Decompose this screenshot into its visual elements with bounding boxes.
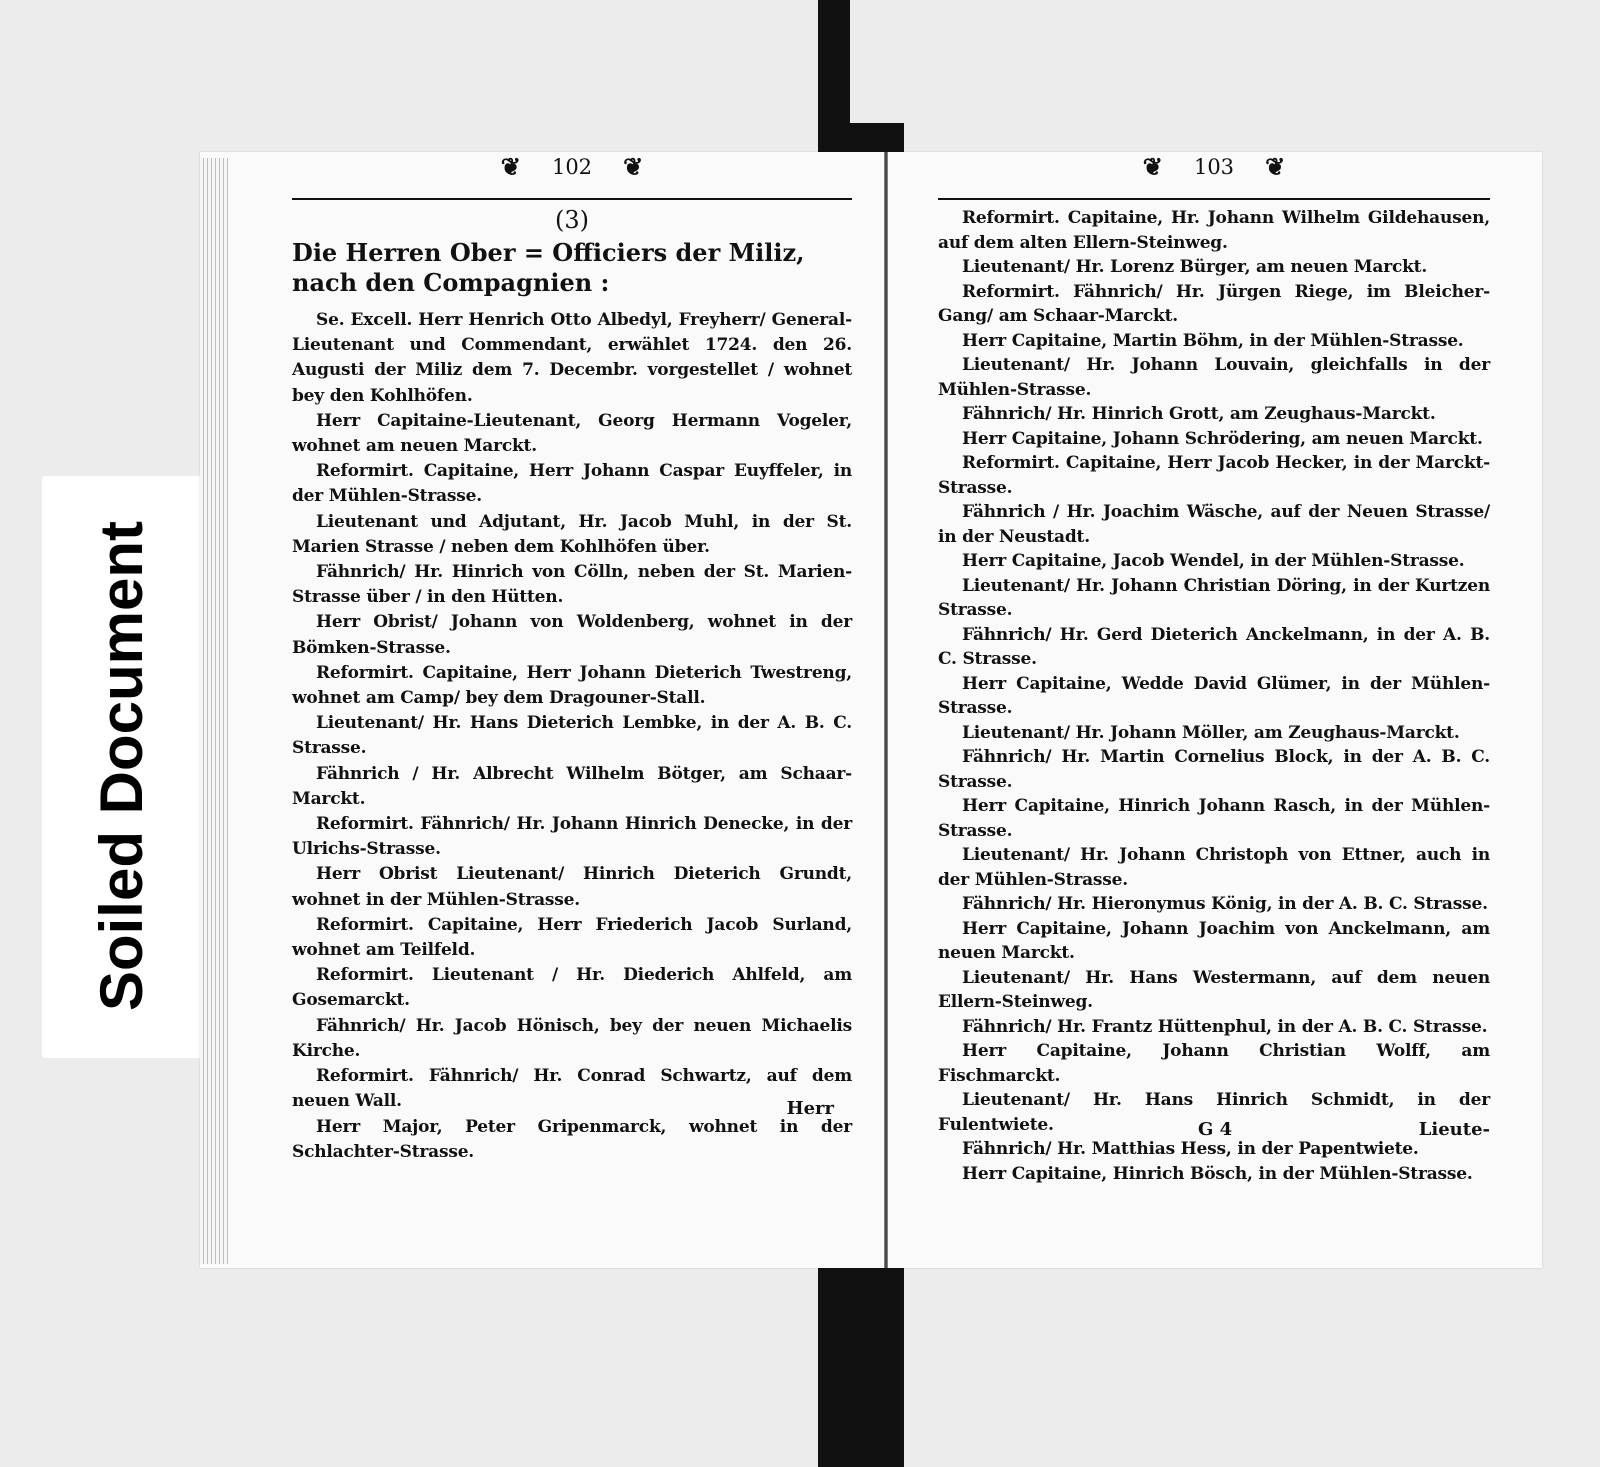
page-header (938, 152, 1490, 196)
officer-entry: Herr Capitaine, Johann Schrödering, am neuen Marckt. (962, 428, 1483, 449)
officer-entry: Herr Capitaine, Wedde David Glümer, in der Mühlen-Strasse. (938, 673, 1490, 718)
entry-list (938, 206, 1490, 1186)
left-page (292, 152, 852, 1165)
section-number: (3) (555, 206, 589, 234)
officer-entry: Herr Major, Peter Gripenmarck, wohnet in der Schlachter-Strasse. (292, 1116, 852, 1162)
officer-entry: Fähnrich/ Hr. Martin Cornelius Block, in der A. B. C. Strasse. (938, 747, 1490, 792)
officer-entry: Reformirt. Fähnrich/ Hr. Jürgen Riege, im Bleicher-Gang/ am Schaar-Marckt. (938, 281, 1490, 326)
officer-entry: Herr Capitaine, Jacob Wendel, in der Mühlen-Strasse. (962, 551, 1465, 571)
officer-entry: Fähnrich/ Hr. Frantz Hüttenphul, in der A. B. C. Strasse. (962, 1016, 1488, 1037)
officer-entry: Fähnrich/ Hr. Hinrich von Cölln, neben der St. Marien-Strasse über / in den Hütten. (292, 562, 852, 608)
officer-entry: Lieutenant/ Hr. Lorenz Bürger, am neuen Marckt. (962, 257, 1428, 277)
officer-entry: Lieutenant/ Hr. Hans Westermann, auf dem neuen Ellern-Steinweg. (938, 967, 1490, 1012)
officer-entry: Reformirt. Lieutenant / Hr. Diederich Ahlfeld, am Gosemarckt. (292, 965, 852, 1011)
officer-entry: Herr Capitaine, Hinrich Johann Rasch, in der Mühlen-Strasse. (938, 796, 1490, 841)
officer-entry: Herr Capitaine, Hinrich Bösch, in der Mühlen-Strasse. (962, 1163, 1473, 1184)
page-header (292, 152, 852, 196)
officer-entry: Fähnrich / Hr. Joachim Wäsche, auf der Neuen Strasse/ in der Neustadt. (938, 502, 1490, 547)
officer-entry: Herr Obrist Lieutenant/ Hinrich Dieterich Grundt, wohnet in der Mühlen-Strasse. (292, 864, 852, 910)
officer-entry: Fähnrich/ Hr. Matthias Hess, in der Papentwiete. (962, 1139, 1419, 1159)
page-number: 103 (1193, 154, 1235, 179)
officer-entry: Lieutenant/ Hr. Johann Louvain, gleichfalls in der Mühlen-Strasse. (938, 355, 1490, 400)
entry-list (292, 308, 852, 1165)
header-rule (292, 198, 852, 200)
catchword: Lieute- (1418, 1119, 1490, 1140)
book-gutter (884, 152, 888, 1268)
officer-entry: Lieutenant und Adjutant, Hr. Jacob Muhl, in der St. Marien Strasse / neben dem Kohlhöfen über. (292, 511, 852, 557)
officer-entry: Fähnrich/ Hr. Gerd Dieterich Anckelmann, in der A. B. C. Strasse. (938, 624, 1490, 669)
document-label: Soiled Document (88, 520, 155, 1012)
signature-mark: G 4 (1198, 1119, 1233, 1140)
officer-entry: Fähnrich/ Hr. Hieronymus König, in der A. B. C. Strasse. (962, 894, 1488, 914)
header-rule (938, 198, 1490, 200)
page-edges (200, 158, 228, 1264)
officer-entry: Reformirt. Fähnrich/ Hr. Johann Hinrich Denecke, in der Ulrichs-Strasse. (292, 814, 852, 860)
ornament-icon: ❦ (500, 152, 521, 181)
officer-entry: Lieutenant/ Hr. Johann Möller, am Zeughaus-Marckt. (962, 722, 1460, 743)
ornament-icon: ❦ (623, 152, 644, 181)
officer-entry: Reformirt. Fähnrich/ Hr. Conrad Schwartz, auf dem neuen Wall. (292, 1066, 852, 1112)
officer-entry: Lieutenant/ Hr. Hans Hinrich Schmidt, in der Fulentwiete. (938, 1090, 1490, 1135)
officer-entry: Herr Capitaine, Martin Böhm, in der Mühlen-Strasse. (962, 330, 1464, 351)
officer-entry: Herr Capitaine, Johann Christian Wolff, am Fischmarckt. (938, 1041, 1490, 1086)
officer-entry: Lieutenant/ Hr. Hans Dieterich Lembke, in der A. B. C. Strasse. (292, 713, 852, 759)
officer-entry: Herr Capitaine, Johann Joachim von Anckelmann, am neuen Marckt. (938, 918, 1490, 963)
officer-entry: Fähnrich/ Hr. Jacob Hönisch, bey der neuen Michaelis Kirche. (292, 1015, 852, 1061)
officer-entry: Lieutenant/ Hr. Johann Christoph von Ettner, auch in der Mühlen-Strasse. (938, 845, 1490, 890)
officer-entry: Reformirt. Capitaine, Herr Jacob Hecker, in der Marckt-Strasse. (938, 453, 1490, 498)
officer-entry: Fähnrich/ Hr. Hinrich Grott, am Zeughaus-Marckt. (962, 404, 1436, 424)
officer-entry: Reformirt. Capitaine, Herr Friederich Jacob Surland, wohnet am Teilfeld. (292, 914, 852, 961)
binding-strip-top (818, 0, 850, 135)
page-number: 102 (551, 154, 593, 179)
ornament-icon: ❦ (1142, 152, 1163, 181)
officer-entry: Fähnrich / Hr. Albrecht Wilhelm Bötger, am Schaar-Marckt. (292, 763, 852, 809)
officer-entry: Herr Capitaine-Lieutenant, Georg Hermann Vogeler, wohnet am neuen Marckt. (292, 410, 852, 457)
catchword: Herr (786, 1097, 834, 1119)
section-heading: Die Herren Ober = Officiers der Miliz, nach den Compagnien : (292, 238, 805, 297)
right-page (938, 152, 1490, 1186)
officer-entry: Lieutenant/ Hr. Johann Christian Döring, in der Kurtzen Strasse. (938, 575, 1490, 620)
officer-entry: Se. Excell. Herr Henrich Otto Albedyl, Freyherr/ General-Lieutenant und Commendant, erwählet 1724. den 26. Augusti der Miliz dem 7. Decembr. vorgestellet / wohnet bey den Kohlhöfen. (292, 310, 852, 406)
officer-entry: Reformirt. Capitaine, Herr Johann Dieterich Twestreng, wohnet am Camp/ bey dem Dragouner-Stall. (292, 662, 852, 709)
officer-entry: Reformirt. Capitaine, Hr. Johann Wilhelm Gildehausen, auf dem alten Ellern-Steinweg. (938, 208, 1490, 253)
officer-entry: Reformirt. Capitaine, Herr Johann Caspar Euyffeler, in der Mühlen-Strasse. (292, 461, 852, 507)
ornament-icon: ❦ (1265, 152, 1286, 181)
officer-entry: Herr Obrist/ Johann von Woldenberg, wohnet in der Bömken-Strasse. (292, 612, 852, 658)
binding-strip-bottom (818, 1264, 904, 1467)
